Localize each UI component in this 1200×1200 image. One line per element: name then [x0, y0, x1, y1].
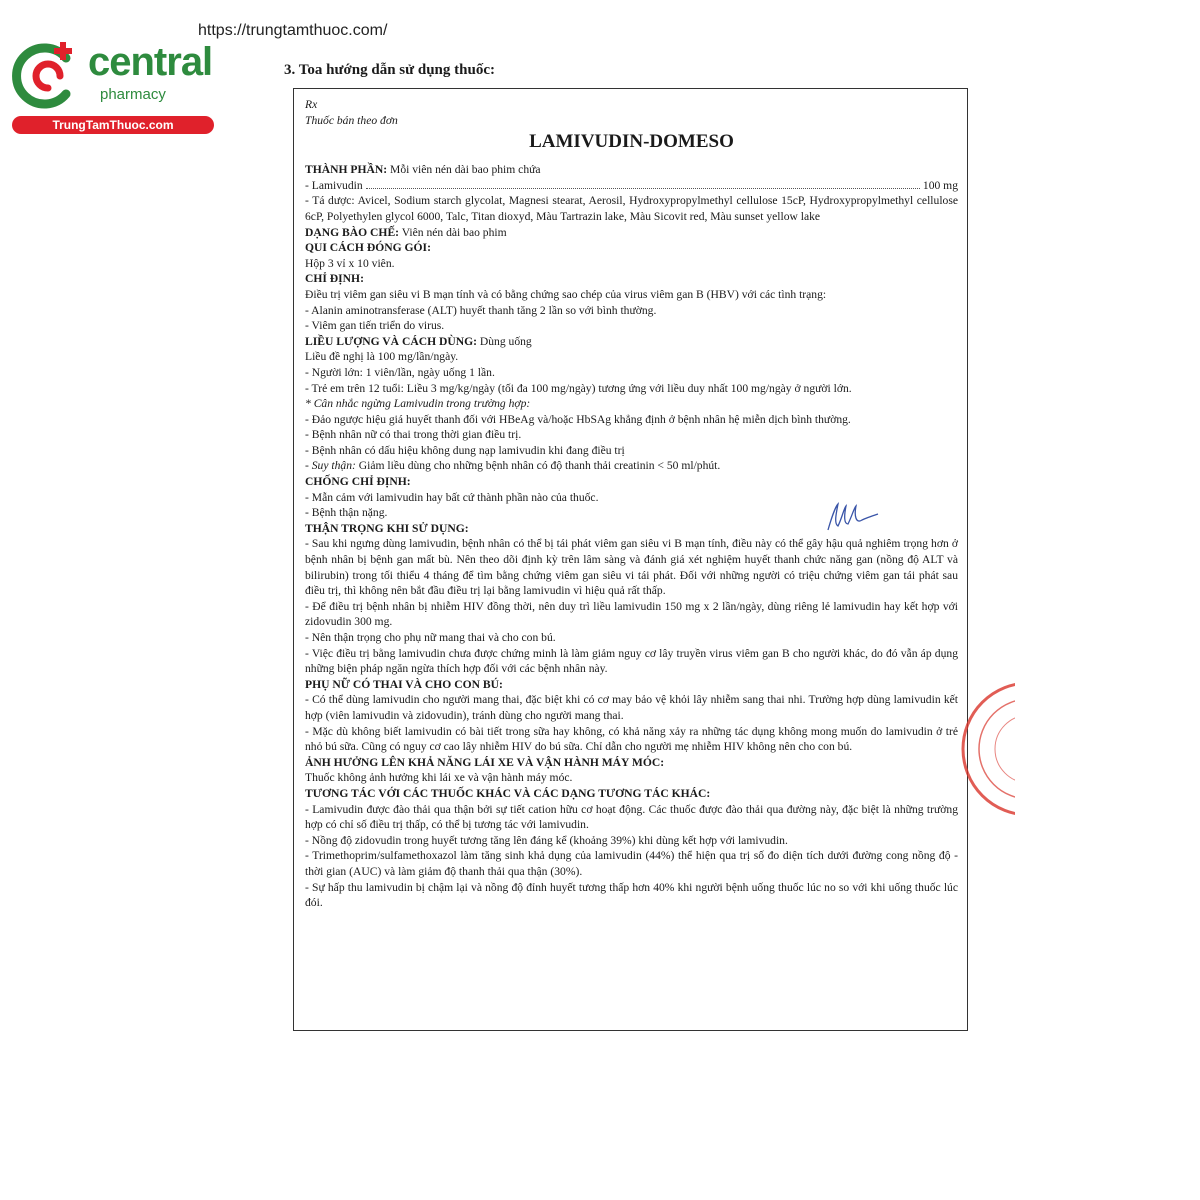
contraindications-heading: CHỐNG CHỈ ĐỊNH:	[305, 475, 411, 489]
driving-heading: ẢNH HƯỞNG LÊN KHẢ NĂNG LÁI XE VÀ VẬN HÀNH MÁY MÓC:	[305, 755, 665, 769]
dosage-item: Liều đề nghị là 100 mg/lần/ngày.	[305, 350, 459, 364]
brand-subtitle: pharmacy	[100, 86, 166, 103]
indications-heading: CHỈ ĐỊNH:	[305, 272, 364, 286]
central-pharmacy-logo-icon	[8, 36, 88, 116]
renal-text: Giảm liều dùng cho những bệnh nhân có độ thanh thải creatinin < 50 ml/phút.	[355, 459, 721, 473]
dosage-form-text: Viên nén dài bao phim	[399, 225, 507, 239]
interaction-paragraph: - Trimethoprim/sulfamethoxazol làm tăng sinh khả dụng của lamivudin (44%) thể hiện qua trị số đo diện tích dưới đường cong nồng độ - thời gian (AUC) và làm giảm độ thanh thải qua thận (30%).	[305, 849, 958, 878]
brand-domain-badge: TrungTamThuoc.com	[12, 116, 214, 134]
interaction-paragraph: - Nồng độ zidovudin trong huyết tương tăng lên đáng kể (khoảng 39%) khi dùng kết hợp với lamivudin.	[305, 833, 788, 847]
dosage-form-line	[305, 225, 958, 241]
dot-leader	[366, 188, 920, 189]
driving-text: Thuốc không ảnh hưởng khi lái xe và vận hành máy móc.	[305, 771, 573, 785]
composition-line	[305, 162, 958, 178]
prescription-note: Thuốc bán theo đơn	[305, 113, 398, 127]
packaging-text: Hộp 3 vỉ x 10 viên.	[305, 256, 395, 270]
indication-item: Điều trị viêm gan siêu vi B mạn tính và có bằng chứng sao chép của virus viêm gan B (HBV) với các tình trạng:	[305, 287, 827, 301]
contraindication-item: - Mẫn cảm với lamivudin hay bất cứ thành phần nào của thuốc.	[305, 490, 599, 504]
indication-item: - Alanin aminotransferase (ALT) huyết thanh tăng 2 lần so với bình thường.	[305, 303, 657, 317]
precaution-paragraph: - Việc điều trị bằng lamivudin chưa được chứng minh là làm giảm nguy cơ lây truyền virus viêm gan B cho người khác, do đó vẫn áp dụng những biện pháp ngăn ngừa thích hợp đối với các bệnh nhân này.	[305, 646, 958, 676]
precautions-heading: THẬN TRỌNG KHI SỬ DỤNG:	[305, 521, 469, 535]
pregnancy-paragraph: - Có thể dùng lamivudin cho người mang thai, đặc biệt khi có cơ may bảo vệ khỏi lây nhiễm sang thai nhi. Trường hợp dùng lamivudin kết hợp (viên lamivudin và zidovudin), tránh dùng cho người mang thai.	[305, 693, 958, 722]
pregnancy-heading: PHỤ NỮ CÓ THAI VÀ CHO CON BÚ:	[305, 677, 503, 691]
drug-title: LAMIVUDIN-DOMESO	[529, 131, 734, 153]
renal-line	[305, 458, 958, 474]
stop-item: - Bệnh nhân nữ có thai trong thời gian điều trị.	[305, 428, 522, 442]
brand-name: central	[88, 40, 213, 84]
interactions-heading: TƯƠNG TÁC VỚI CÁC THUỐC KHÁC VÀ CÁC DẠNG TƯƠNG TÁC KHÁC:	[305, 786, 711, 800]
ingredient-name: - Lamivudin	[305, 178, 363, 192]
pregnancy-paragraph: - Mặc dù không biết lamivudin có bài tiết trong sữa hay không, có khả năng xảy ra những tác dụng không mong muốn do lamivudin ở trẻ nhỏ bú sữa. Cũng có nguy cơ cao lây nhiễm HIV do bú sữa. Chỉ dẫn cho người mẹ nhiễm HIV không nên cho con bú.	[305, 724, 958, 754]
packaging-heading: QUI CÁCH ĐÓNG GÓI:	[305, 241, 431, 255]
rx-label: Rx	[305, 98, 318, 111]
stop-note: * Cân nhắc ngừng Lamivudin trong trường hợp:	[305, 397, 531, 411]
renal-label: - Suy thận:	[305, 459, 356, 473]
site-url[interactable]: https://trungtamthuoc.com/	[198, 22, 388, 39]
dosage-route: Dùng uống	[476, 334, 532, 348]
stop-item: - Bệnh nhân có dấu hiệu không dung nạp lamivudin khi đang điều trị	[305, 443, 625, 457]
dosage-line	[305, 334, 958, 350]
signature-mark	[822, 494, 882, 538]
composition-text: Mỗi viên nén dài bao phim chứa	[387, 163, 541, 177]
dosage-item: - Người lớn: 1 viên/lần, ngày uống 1 lần.	[305, 365, 495, 379]
dosage-heading: LIỀU LƯỢNG VÀ CÁCH DÙNG:	[305, 334, 477, 348]
official-stamp	[955, 676, 1015, 822]
indication-item: - Viêm gan tiến triển do virus.	[305, 319, 445, 333]
ingredient-amount: 100 mg	[922, 178, 958, 192]
leaflet-document	[293, 88, 968, 1031]
precaution-paragraph: - Để điều trị bệnh nhân bị nhiễm HIV đồng thời, nên duy trì liều lamivudin 150 mg x 2 lần/ngày, dùng riêng lẻ lamivudin hay kết hợp với zidovudin 300 mg.	[305, 599, 958, 629]
dosage-item: - Trẻ em trên 12 tuổi: Liều 3 mg/kg/ngày (tối đa 100 mg/ngày) tương ứng với liều duy nhất 100 mg/ngày ở người lớn.	[305, 381, 852, 395]
excipients-text: - Tá dược: Avicel, Sodium starch glycolat, Magnesi stearat, Aerosil, Hydroxypropylmethyl cellulose 15cP, Hydroxypropylmethyl cellulose 6cP, Polyethylen glycol 6000, Talc, Titan dioxyd, Màu Tartrazin lake, Màu Sicovit red, Màu sunset yellow lake	[305, 194, 958, 223]
interaction-paragraph: - Lamivudin được đào thải qua thận bởi sự tiết cation hữu cơ hoạt động. Các thuốc được đào thải qua đường này, đặc biệt là những trường hợp có chỉ số điều trị thấp, có thể bị tương tác với lamivudin.	[305, 802, 958, 832]
dosage-form-heading: DẠNG BÀO CHẾ:	[305, 225, 400, 239]
ingredient-line	[305, 178, 958, 194]
brand-logo[interactable]	[8, 36, 218, 136]
composition-heading: THÀNH PHẦN:	[305, 163, 388, 177]
section-title: 3. Toa hướng dẫn sử dụng thuốc:	[284, 62, 495, 78]
contraindication-item: - Bệnh thận nặng.	[305, 506, 388, 520]
stop-item: - Đảo ngược hiệu giá huyết thanh đối với HBeAg và/hoặc HbSAg khẳng định ở bệnh nhân hệ miễn dịch bình thường.	[305, 412, 851, 426]
precaution-paragraph: - Sau khi ngưng dùng lamivudin, bệnh nhân có thể bị tái phát viêm gan siêu vi B mạn tính, điều này có thể gây hậu quả nghiêm trọng hơn ở bệnh nhân bị bệnh gan mất bù. Nên theo dõi định kỳ trên lâm sàng và đánh giá xét nghiệm huyết thanh chức năng gan (nồng độ ALT và bilirubin) trong tối thiểu 4 tháng để tìm bằng chứng viêm gan siêu vi tái phát. Đối với những người có triệu chứng viêm gan tái phát sau điều trị, thì không nên bắt đầu điều trị lại bằng lamivudin vì hiệu quả rất thấp.	[305, 537, 958, 598]
precaution-paragraph: - Nên thận trọng cho phụ nữ mang thai và cho con bú.	[305, 631, 556, 644]
interaction-paragraph: - Sự hấp thu lamivudin bị chậm lại và nồng độ đỉnh huyết tương thấp hơn 40% khi người bệnh uống thuốc lúc no so với khi uống thuốc lúc đói.	[305, 880, 958, 910]
